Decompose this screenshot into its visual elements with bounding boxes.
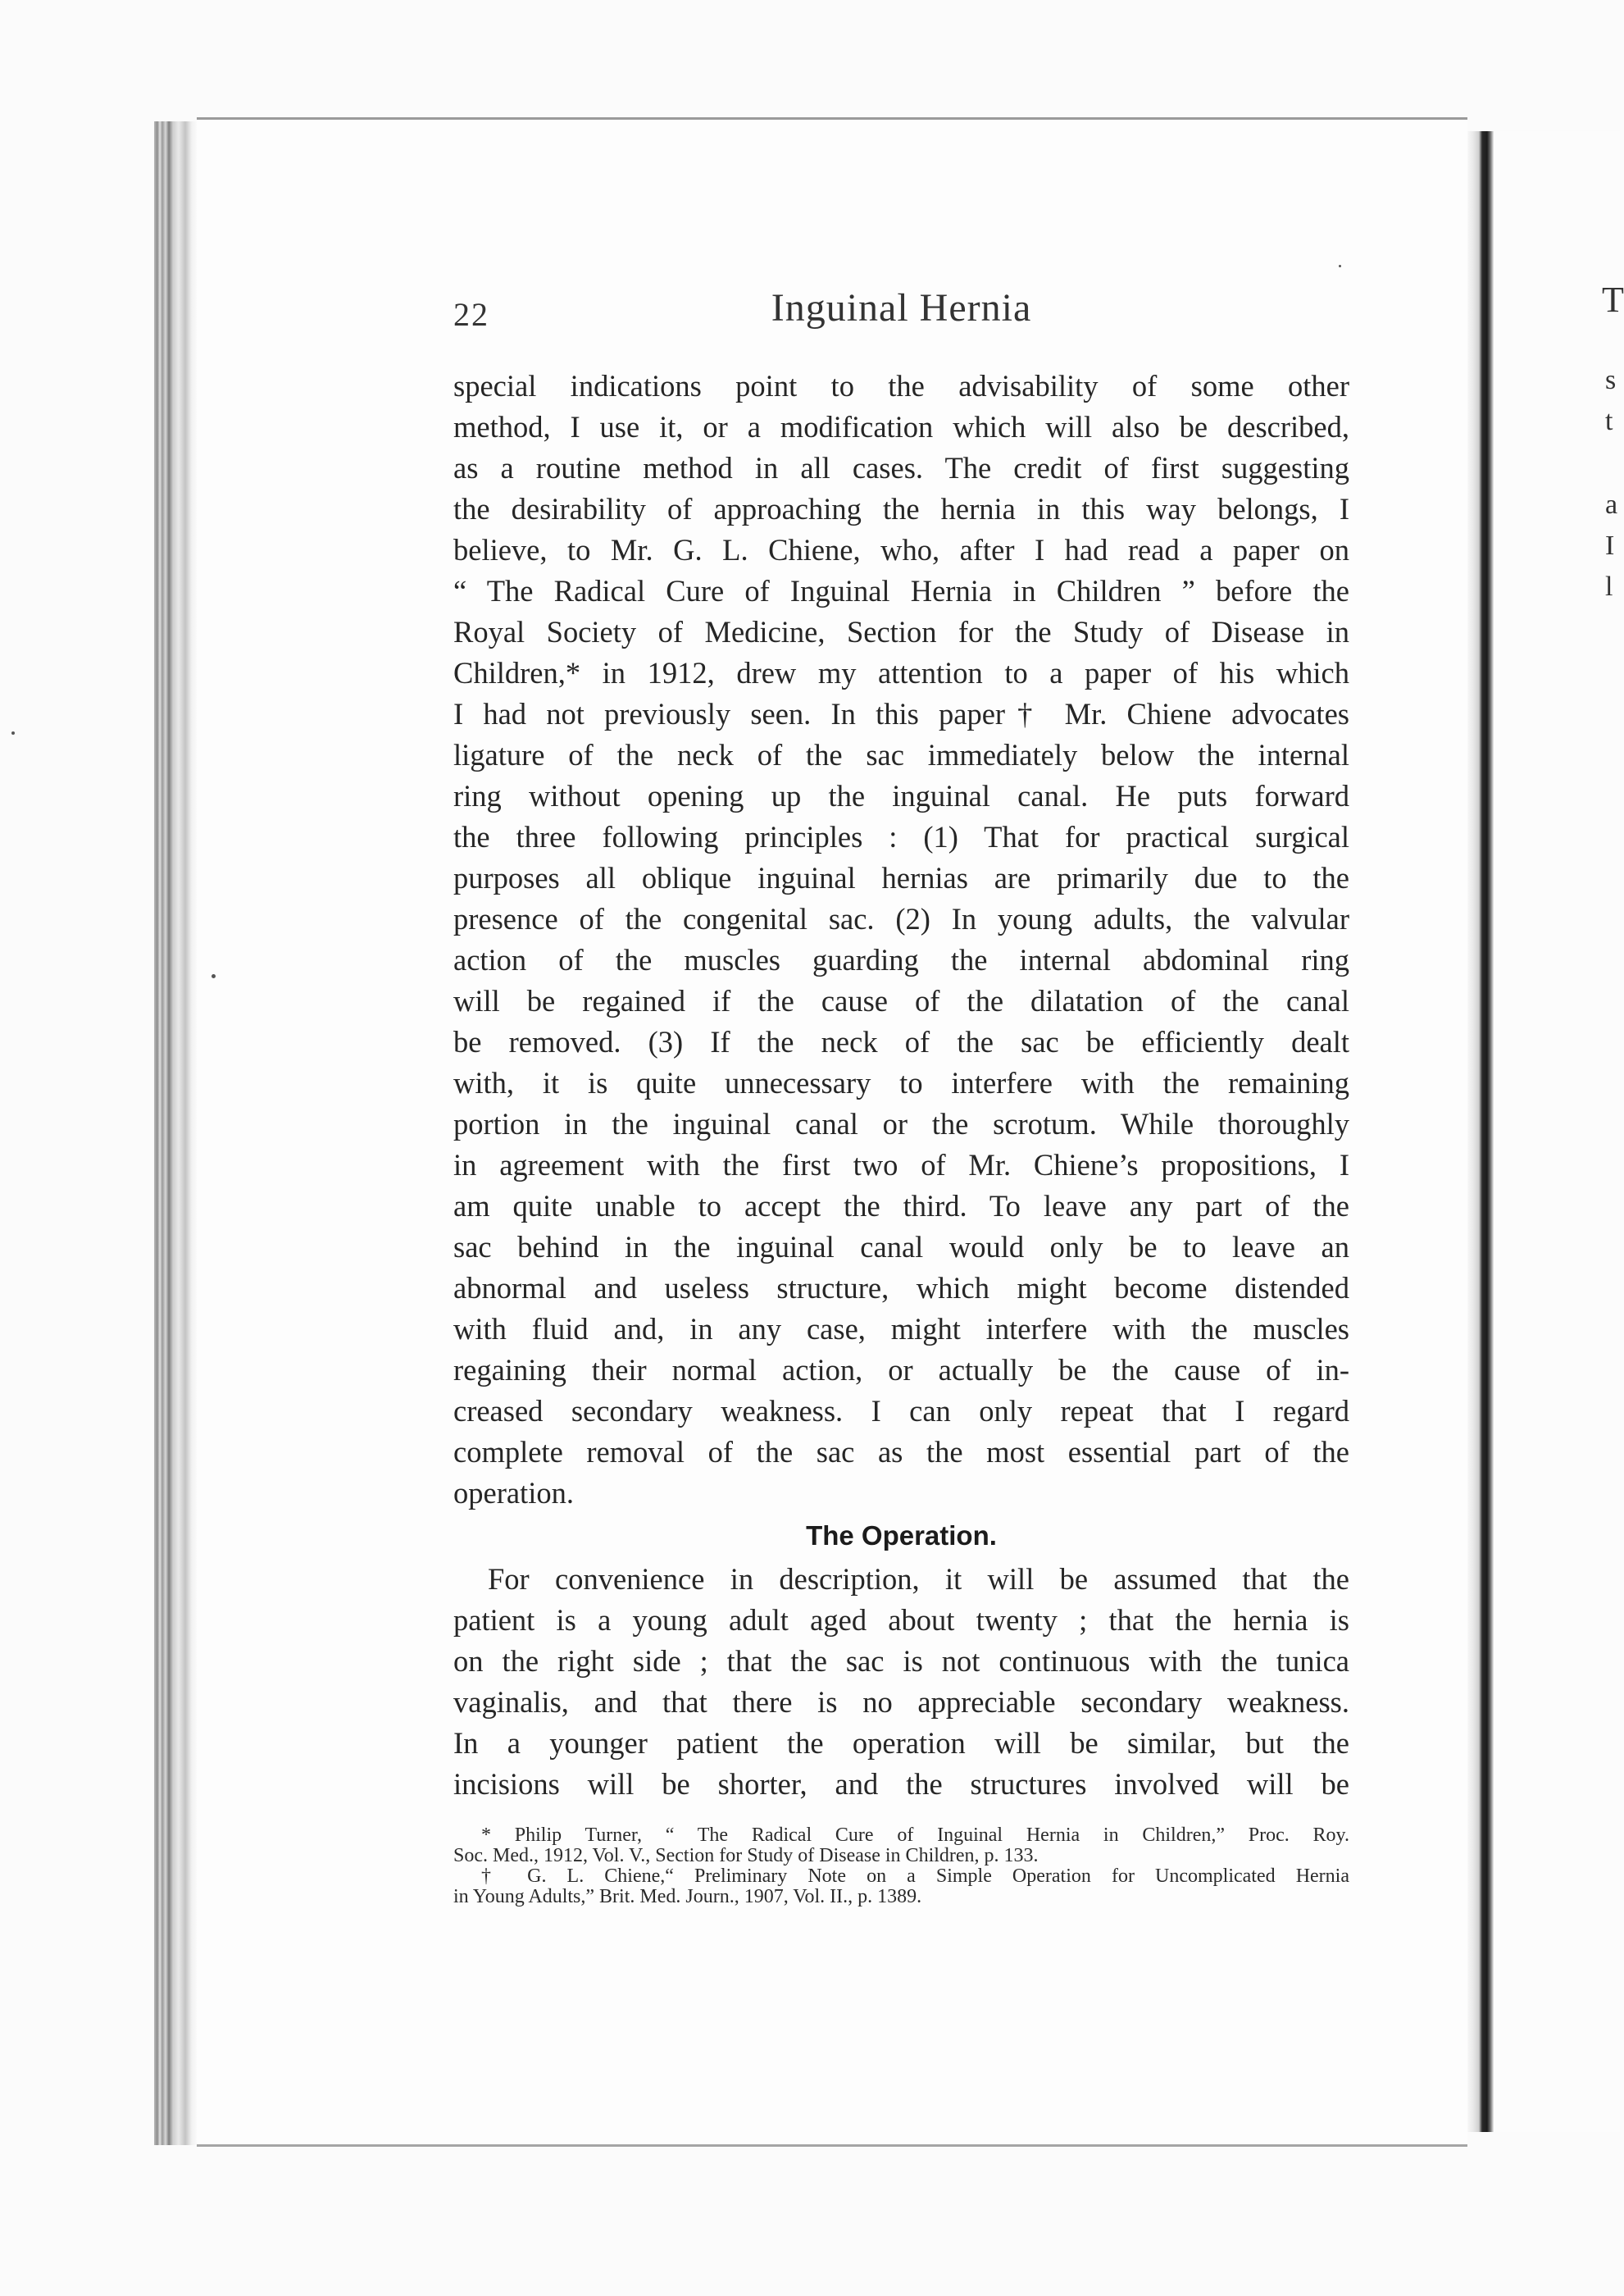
running-title: Inguinal Hernia [771, 286, 1032, 330]
page-number: 22 [453, 296, 489, 333]
text-line: believe, to Mr. G. L. Chiene, who, after I had read a paper on [453, 533, 1349, 567]
text-line: In a younger patient the operation will be similar, but the [453, 1726, 1349, 1760]
footnote-chiene [453, 1866, 1349, 1907]
text-line: Soc. Med., 1912, Vol. V., Section for Study of Disease in Children, p. 133. [453, 1845, 1039, 1866]
text-line: special indications point to the advisability of some other [453, 369, 1349, 403]
text-line: complete removal of the sac as the most essential part of the [453, 1435, 1349, 1469]
text-line: with fluid and, in any case, might interfere with the muscles [453, 1312, 1349, 1346]
paragraph-operation [453, 1559, 1349, 1805]
running-head [453, 285, 1349, 335]
text-line: “ The Radical Cure of Inguinal Hernia in Children ” before the [453, 574, 1349, 608]
text-line: regaining their normal action, or actually be the cause of in- [453, 1353, 1349, 1387]
text-line: the desirability of approaching the hernia in this way belongs, I [453, 492, 1349, 526]
text-line: For convenience in description, it will be assumed that the [488, 1562, 1349, 1596]
text-line: action of the muscles guarding the internal abdominal ring [453, 943, 1349, 977]
text-line: on the right side ; that the sac is not continuous with the tunica [453, 1644, 1349, 1678]
text-line: in Young Adults,” Brit. Med. Journ., 1907, Vol. II., p. 1389. [453, 1886, 922, 1907]
text-line: vaginalis, and that there is no appreciable secondary weakness. [453, 1685, 1349, 1719]
text-line: sac behind in the inguinal canal would only be to leave an [453, 1230, 1349, 1264]
text-line: creased secondary weakness. I can only repeat that I regard [453, 1394, 1349, 1428]
text-line: * Philip Turner, “ The Radical Cure of Inguinal Hernia in Children,” Proc. Roy. [481, 1824, 1349, 1846]
text-line: operation. [453, 1476, 574, 1510]
facing-page-fragment: I [1605, 531, 1615, 561]
text-line: Royal Society of Medicine, Section for the Study of Disease in [453, 615, 1349, 649]
section-heading: The Operation. [806, 1520, 997, 1551]
text-line: as a routine method in all cases. The credit of first suggesting [453, 451, 1349, 485]
text-line: will be regained if the cause of the dilatation of the canal [453, 984, 1349, 1018]
text-line: I had not previously seen. In this paper† Mr. Chiene advocates [453, 697, 1349, 731]
text-line: ligature of the neck of the sac immediately below the internal [453, 738, 1349, 772]
page-gutter [1467, 131, 1494, 2132]
text-line: purposes all oblique inguinal hernias are primarily due to the [453, 861, 1349, 895]
facing-page-fragment: l [1605, 572, 1613, 602]
text-line: be removed. (3) If the neck of the sac be efficiently dealt [453, 1025, 1349, 1059]
paragraph-continued [453, 366, 1349, 1514]
book-spine [154, 121, 197, 2145]
footnote-turner [453, 1825, 1349, 1866]
text-line: abnormal and useless structure, which might become distended [453, 1271, 1349, 1305]
text-line: Children,* in 1912, drew my attention to a paper of his which [453, 656, 1349, 690]
text-line: in agreement with the first two of Mr. Chiene’s propositions, I [453, 1148, 1349, 1182]
body-text [453, 366, 1349, 1805]
scan-speck [1339, 265, 1341, 267]
scan-speck [11, 731, 15, 735]
text-line: † G. L. Chiene,“ Preliminary Note on a Simple Operation for Uncomplicated Hernia [481, 1866, 1349, 1887]
footnotes [453, 1825, 1349, 1907]
facing-page-fragment: a [1605, 490, 1618, 520]
facing-page-fragment: T [1602, 280, 1624, 320]
text-line: ring without opening up the inguinal canal. He puts forward [453, 779, 1349, 813]
scan-speck [212, 974, 216, 978]
text-line: am quite unable to accept the third. To leave any part of the [453, 1189, 1349, 1223]
text-line: presence of the congenital sac. (2) In young adults, the valvular [453, 902, 1349, 936]
text-line: with, it is quite unnecessary to interfere with the remaining [453, 1066, 1349, 1100]
text-line: incisions will be shorter, and the structures involved will be [453, 1767, 1349, 1801]
facing-page-edge [1494, 131, 1624, 2132]
text-line: patient is a young adult aged about twenty ; that the hernia is [453, 1603, 1349, 1637]
facing-page-fragment: t [1605, 406, 1613, 436]
facing-page-fragment: s [1605, 365, 1617, 395]
text-line: portion in the inguinal canal or the scrotum. While thoroughly [453, 1107, 1349, 1141]
text-line: method, I use it, or a modification which will also be described, [453, 410, 1349, 444]
text-line: the three following principles : (1) That for practical surgical [453, 820, 1349, 854]
